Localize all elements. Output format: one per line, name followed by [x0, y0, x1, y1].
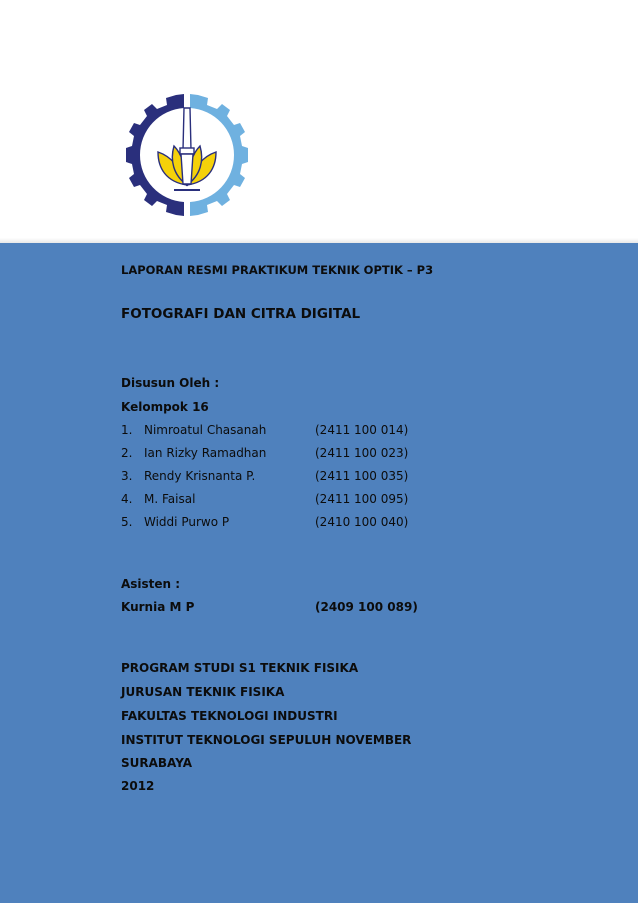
header-area: [0, 0, 638, 243]
report-title: FOTOGRAFI DAN CITRA DIGITAL: [121, 306, 361, 322]
member-id: (2411 100 023): [315, 446, 409, 460]
city-name: SURABAYA: [121, 756, 193, 770]
assistant-name: Kurnia M P: [121, 600, 195, 614]
member-id: (2411 100 035): [315, 469, 409, 483]
member-id: (2411 100 095): [315, 492, 409, 506]
institute-name: INSTITUT TEKNOLOGI SEPULUH NOVEMBER: [121, 733, 412, 747]
assistant-label: Asisten :: [121, 577, 181, 591]
faculty-name: FAKULTAS TEKNOLOGI INDUSTRI: [121, 709, 338, 723]
group-name: Kelompok 16: [121, 400, 209, 414]
authors-label: Disusun Oleh :: [121, 376, 220, 390]
member-name: Rendy Krisnanta P.: [144, 469, 256, 483]
cover-panel: LAPORAN RESMI PRAKTIKUM TEKNIK OPTIK – P3 FOTOGRAFI DAN CITRA DIGITAL Disusun Oleh : Kelompok 16 1. Nimroatul Chasanah (2411 100 014) 2. Ian Rizky Ramadhan (2411 100 023) 3. Rendy Krisnanta P. (2411 100 035) 4. M. Faisal (2411 100 095) 5. Widdi Purwo P (2410 100 040) Asisten : Kurnia M P (2409 100 089) PROGRAM STUDI S1 TEKNIK FISIKA JURUSAN TEKNIK FISIKA FAKULTAS TEKNOLOGI INDUSTRI INSTITUT TEKNOLOGI SEPULUH NOVEMBER SURABAYA 2012: [0, 243, 638, 903]
department-name: JURUSAN TEKNIK FISIKA: [121, 685, 285, 699]
member-name: M. Faisal: [144, 492, 196, 506]
assistant-id: (2409 100 089): [315, 600, 418, 614]
report-subtitle: LAPORAN RESMI PRAKTIKUM TEKNIK OPTIK – P3: [121, 263, 434, 277]
year: 2012: [121, 779, 155, 793]
member-name: Widdi Purwo P: [144, 515, 230, 529]
its-logo: [118, 90, 256, 220]
member-name: Ian Rizky Ramadhan: [144, 446, 267, 460]
member-id: (2410 100 040): [315, 515, 409, 529]
program-name: PROGRAM STUDI S1 TEKNIK FISIKA: [121, 661, 359, 675]
member-id: (2411 100 014): [315, 423, 409, 437]
member-name: Nimroatul Chasanah: [144, 423, 267, 437]
